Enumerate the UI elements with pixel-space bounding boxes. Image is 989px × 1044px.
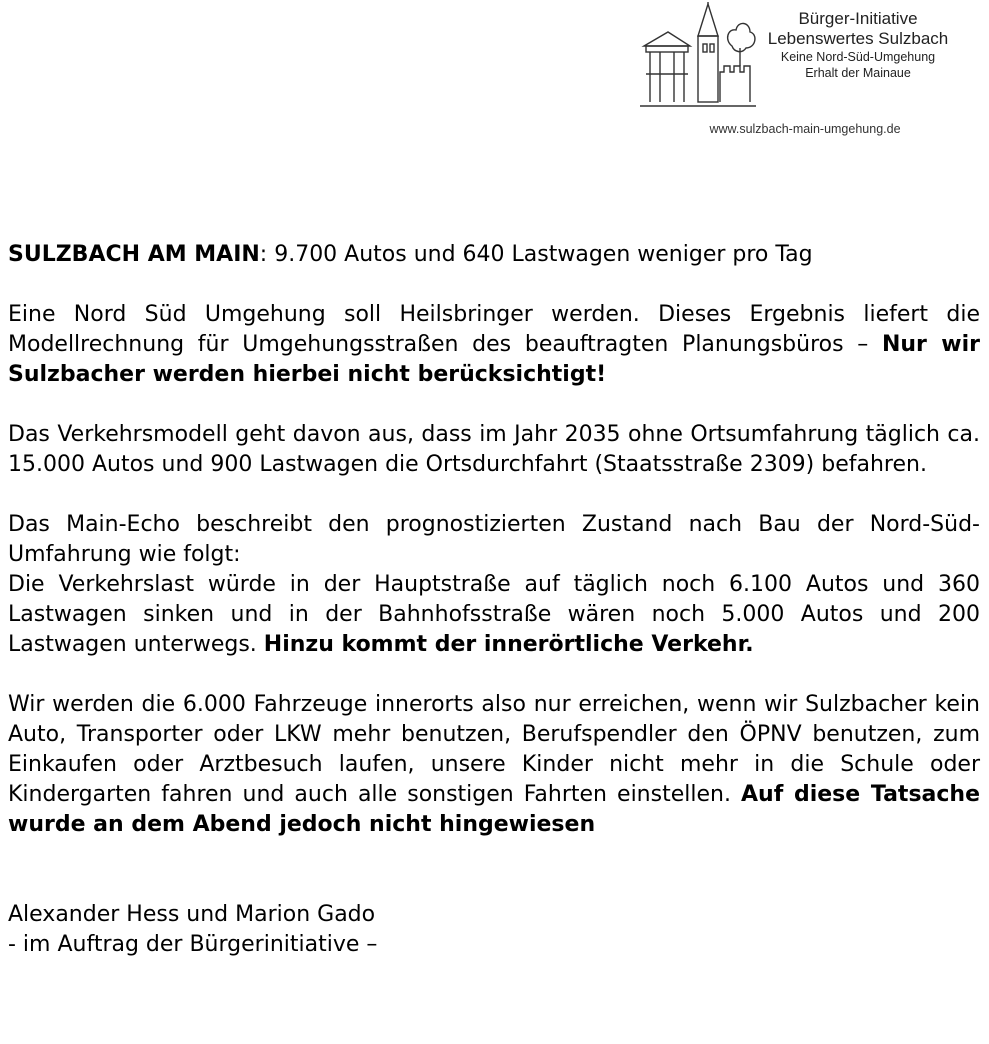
signature-role: - im Auftrag der Bürgerinitiative – (8, 932, 378, 957)
paragraph-3-line-2: Die Verkehrslast würde in der Hauptstraße auf täglich noch 6.100 Autos und 360 Lastwagen sinken und in der Bahnhofsstraße wären noch 5.000 Autos und 200 Lastwagen unterwegs. (8, 572, 980, 657)
headline (8, 240, 980, 270)
signature-names: Alexander Hess und Marion Gado (8, 902, 376, 927)
paragraph-1 (8, 300, 980, 390)
document-body (8, 240, 980, 960)
logo-url: www.sulzbach-main-umgehung.de (709, 122, 901, 136)
paragraph-1-text: Eine Nord Süd Umgehung soll Heilsbringer werden. Dieses Ergebnis liefert die Modellrechnung für Umgehungsstraßen des beauftragten Planungsbüros – (8, 302, 980, 357)
headline-place: SULZBACH AM MAIN (8, 242, 260, 267)
paragraph-3-bold: Hinzu kommt der innerörtliche Verkehr. (263, 632, 754, 657)
logo-line-3: Keine Nord-Süd-Umgehung (780, 50, 936, 64)
logo-line-2: Lebenswertes Sulzbach (767, 29, 949, 48)
paragraph-4 (8, 690, 980, 840)
church-castle-sketch-icon (640, 2, 760, 112)
headline-text: : 9.700 Autos und 640 Lastwagen weniger pro Tag (259, 242, 813, 267)
paragraph-3 (8, 510, 980, 660)
logo-line-1: Bürger-Initiative (798, 9, 918, 28)
logo-text (758, 10, 958, 79)
paragraph-1-bold: Nur wir Sulzbacher werden hierbei nicht berücksichtigt! (8, 332, 980, 387)
initiative-logo (640, 2, 980, 142)
paragraph-3-line-1: Das Main-Echo beschreibt den prognostizierten Zustand nach Bau der Nord-Süd-Umfahrung wie folgt: (8, 512, 980, 567)
paragraph-4-bold: Auf diese Tatsache wurde an dem Abend jedoch nicht hingewiesen (8, 782, 981, 837)
logo-line-4: Erhalt der Mainaue (805, 65, 911, 80)
paragraph-4-text: Wir werden die 6.000 Fahrzeuge innerorts also nur erreichen, wenn wir Sulzbacher kein Auto, Transporter oder LKW mehr benutzen, Berufspendler den ÖPNV benutzen, zum Einkaufen oder Arztbesuch laufen, unsere Kinder nicht mehr in die Schule oder Kindergarten fahren und auch alle sonstigen Fahrten einstellen. (8, 692, 980, 807)
paragraph-2: Das Verkehrsmodell geht davon aus, dass im Jahr 2035 ohne Ortsumfahrung täglich ca. 15.000 Autos und 900 Lastwagen die Ortsdurchfahrt (Staatsstraße 2309) befahren. (8, 422, 980, 477)
